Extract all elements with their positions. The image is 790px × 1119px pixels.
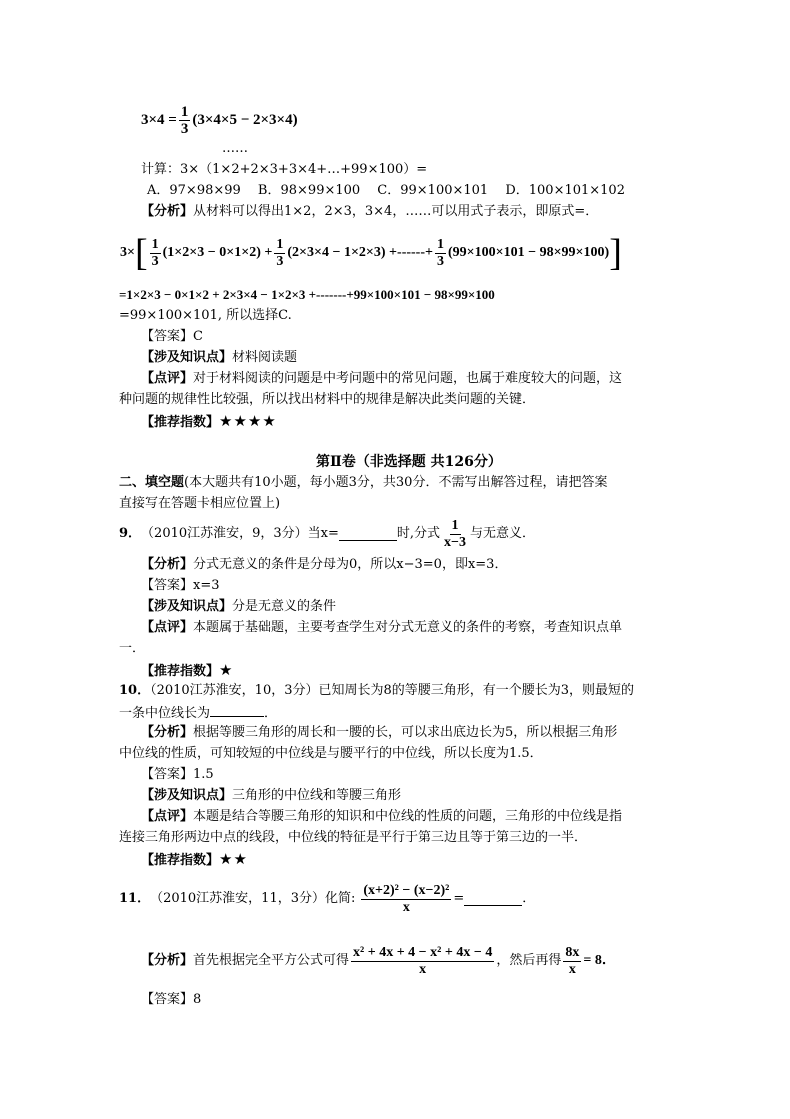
fraction-numerator: (x+2)² − (x−2)² <box>363 882 450 898</box>
rec-label: 【推荐指数】 <box>141 853 220 868</box>
fraction-denominator: x <box>402 899 410 915</box>
big-formula-term-3: (99×100×101 − 98×99×100) <box>447 245 610 260</box>
fraction-numerator: 1 <box>436 236 444 252</box>
analysis-text: 从材料可以得出1×2，2×3，3×4，……可以用式子表示，即原式=． <box>193 204 599 219</box>
q9-text-a: （2010江苏淮安，9，3分）当x= <box>141 526 339 541</box>
q9-review-2: 一． <box>119 641 146 656</box>
analysis-fraction-2 <box>563 945 581 978</box>
big-formula-term-2: (2×3×4 − 1×2×3) +------+ <box>287 245 433 260</box>
answer-blank <box>464 893 522 906</box>
q10-number: 10． <box>119 683 151 698</box>
q9-stem <box>119 514 535 554</box>
review-line-2: 种问题的规律性比较强，所以找出材料中的规律是解决此类问题的关键． <box>119 392 536 407</box>
q9-review-1 <box>141 620 622 636</box>
topic-text: 材料阅读题 <box>232 350 298 365</box>
result-line: =99×100×101, 所以选择C. <box>119 308 292 323</box>
analysis-label: 【分析】 <box>141 725 194 740</box>
rec-label: 【推荐指数】 <box>141 664 220 679</box>
q10-analysis-1 <box>141 725 617 741</box>
fraction-one-third <box>435 237 446 270</box>
fraction-one-third <box>274 237 285 270</box>
analysis-label: 【分析】 <box>141 557 194 572</box>
expand-line: =1×2×3 − 0×1×2 + 2×3×4 − 1×2×3 +-------+99×100×101 − 98×99×100 <box>119 287 495 302</box>
fraction-numerator: x² + 4x + 4 − x² + 4x − 4 <box>353 944 493 960</box>
fraction-denominator: 3 <box>180 120 189 137</box>
answer-blank <box>339 528 397 541</box>
analysis-label: 【分析】 <box>141 204 194 219</box>
topic-label: 【涉及知识点】 <box>141 788 233 803</box>
q11-number: 11． <box>119 891 151 906</box>
rec-line <box>141 413 277 431</box>
analysis-mid: ，然后再得 <box>496 953 562 968</box>
fraction-denominator: 3 <box>151 253 159 269</box>
formula-3x4-lhs: 3×4 = <box>141 111 177 128</box>
fraction-numerator: 1 <box>276 236 284 252</box>
big-formula-term-1: (1×2×3 − 0×1×2) + <box>162 245 273 260</box>
review-text: 对于材料阅读的问题是中考问题中的常见问题，也属于难度较大的问题，这 <box>193 371 623 386</box>
fill-label: 二、填空题 <box>119 475 185 490</box>
q9-fraction <box>442 518 468 551</box>
formula-3x4 <box>141 100 298 140</box>
fraction-numerator: 1 <box>151 236 159 252</box>
fraction-numerator: 1 <box>451 517 459 533</box>
q10-text-end: ． <box>264 706 278 721</box>
analysis-end: = 8． <box>583 953 616 968</box>
review-line-1 <box>141 371 622 387</box>
fraction-denominator: x <box>568 961 576 977</box>
q11-equals: = <box>453 891 465 906</box>
fraction-numerator: 8x <box>565 944 580 960</box>
q9-text-c: 与无意义． <box>470 526 536 541</box>
answer-line: 【答案】C <box>141 329 203 344</box>
calc-line: 计算：3×（1×2+2×3+3×4+…+99×100）= <box>141 162 428 177</box>
q11-analysis <box>141 940 616 982</box>
fraction-numerator: 1 <box>180 103 189 120</box>
analysis-text: 根据等腰三角形的周长和一腰的长，可以求出底边长为5，所以根据三角形 <box>193 725 618 740</box>
topic-label: 【涉及知识点】 <box>141 599 233 614</box>
review-text: 本题属于基础题，主要考查学生对分式无意义的条件的考察，考查知识点单 <box>193 620 623 635</box>
q10-stem-2 <box>119 704 277 722</box>
q10-text-2: 一条中位线长为 <box>119 706 211 721</box>
fraction-denominator: x−3 <box>444 534 467 550</box>
rec-label: 【推荐指数】 <box>141 415 220 430</box>
ellipsis: …… <box>222 141 248 156</box>
review-label: 【点评】 <box>141 371 194 386</box>
q10-text: （2010江苏淮安，10，3分）已知周长为8的等腰三角形，有一个腰长为3，则最短的 <box>150 683 635 698</box>
fill-desc: (本大题共有10小题，每小题3分，共30分．不需写出解答过程，请把答案 <box>184 475 608 490</box>
topic-text: 分是无意义的条件 <box>232 599 337 614</box>
topic-text: 三角形的中位线和等腰三角形 <box>232 788 402 803</box>
q11-answer: 【答案】8 <box>141 992 202 1007</box>
topic-line <box>141 350 297 366</box>
topic-label: 【涉及知识点】 <box>141 350 233 365</box>
analysis-fraction-1 <box>351 945 494 978</box>
q9-rec <box>141 662 233 680</box>
q9-topic <box>141 599 336 615</box>
q11-fraction <box>361 883 451 916</box>
q9-analysis <box>141 557 507 573</box>
analysis-line <box>141 204 598 220</box>
q10-review-2: 连接三角形两边中点的线段，中位线的特征是平行于第三边且等于第三边的一半． <box>119 830 588 845</box>
fraction-one-third <box>179 104 191 137</box>
q10-analysis-2: 中位线的性质，可知较短的中位线是与腰平行的中位线，所以长度为1.5． <box>119 746 543 761</box>
q10-stem-1 <box>119 683 634 699</box>
options-line: A．97×98×99 B．98×99×100 C．99×100×101 D．100×101×102 <box>147 183 625 198</box>
q11-text-c: ． <box>522 891 536 906</box>
fraction-denominator: 3 <box>276 253 284 269</box>
fraction-denominator: 3 <box>436 253 444 269</box>
fraction-one-third <box>150 237 161 270</box>
q10-topic <box>141 788 401 804</box>
review-label: 【点评】 <box>141 809 194 824</box>
formula-3x4-rhs: (3×4×5 − 2×3×4) <box>192 111 298 128</box>
big-formula-prefix: 3× <box>120 245 135 260</box>
analysis-text: 首先根据完全平方公式可得 <box>193 953 350 968</box>
fill-intro-2: 直接写在答题卡相应位置上) <box>119 496 281 511</box>
section-heading: 第Ⅱ卷（非选择题 共126分） <box>316 454 502 470</box>
review-text: 本题是结合等腰三角形的知识和中位线的性质的问题，三角形的中位线是指 <box>193 809 623 824</box>
q9-answer: 【答案】x=3 <box>141 578 220 593</box>
q9-number: 9． <box>119 526 142 541</box>
big-formula <box>120 230 622 276</box>
analysis-label: 【分析】 <box>141 953 194 968</box>
q11-text-a: （2010江苏淮安，11，3分）化简: <box>150 891 356 906</box>
fraction-denominator: x <box>419 961 427 977</box>
q11-stem <box>119 878 535 920</box>
star-rating: ★★★★ <box>219 412 277 430</box>
q10-review-1 <box>141 809 622 825</box>
fill-intro-1 <box>119 475 607 491</box>
right-bracket: ] <box>609 232 622 274</box>
q10-answer: 【答案】1.5 <box>141 767 214 782</box>
star-rating: ★★ <box>219 850 248 868</box>
answer-blank <box>210 704 264 717</box>
q9-text-b: 时,分式 <box>396 526 441 541</box>
review-label: 【点评】 <box>141 620 194 635</box>
star-rating: ★ <box>219 661 234 679</box>
q10-rec <box>141 851 248 869</box>
left-bracket: [ <box>134 232 148 274</box>
analysis-text: 分式无意义的条件是分母为0，所以x−3=0，即x=3． <box>193 557 508 572</box>
